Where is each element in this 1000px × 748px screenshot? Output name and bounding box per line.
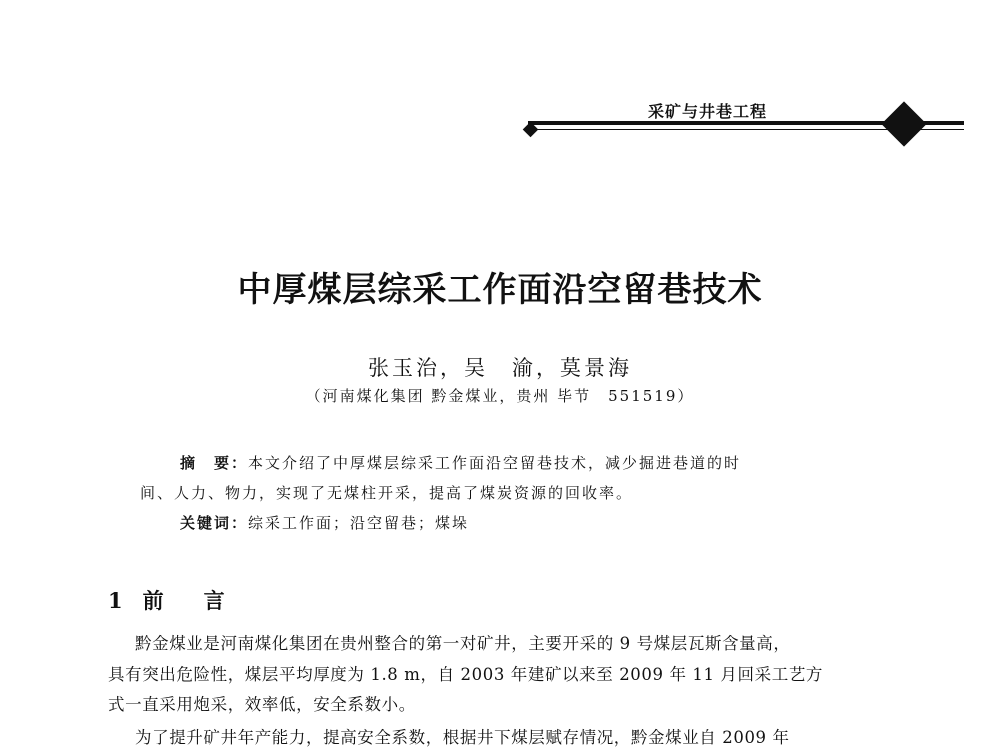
body-line-2: 具有突出危险性，煤层平均厚度为 1.8 m，自 2003 年建矿以来至 2009 年 11 月回采工艺方 xyxy=(108,665,824,684)
section-number: 1 xyxy=(108,588,125,613)
journal-section-header: 采矿与井巷工程 xyxy=(648,102,768,121)
abstract-text-1: 本文介绍了中厚煤层综采工作面沿空留巷技术，减少掘进巷道的时 xyxy=(248,454,742,472)
abstract-line-1 xyxy=(180,452,741,473)
body-line-3: 式一直采用炮采，效率低，安全系数小。 xyxy=(108,695,416,714)
affiliation: （河南煤化集团 黔金煤业，贵州 毕节 551519） xyxy=(305,387,695,405)
section-heading xyxy=(108,585,265,615)
body-line-1: 黔金煤业是河南煤化集团在贵州整合的第一对矿井，主要开采的 9 号煤层瓦斯含量高， xyxy=(135,634,791,653)
authors: 张玉治，吴 渝，莫景海 xyxy=(368,356,632,380)
header-diamond-large-icon xyxy=(881,101,926,146)
keywords-text: 综采工作面；沿空留巷；煤垛 xyxy=(248,514,470,532)
section-title: 前言 xyxy=(142,588,265,613)
body-line-4: 为了提升矿井年产能力，提高安全系数，根据井下煤层赋存情况，黔金煤业自 2009 年 xyxy=(135,728,790,747)
abstract-text-2: 间、人力、物力，实现了无煤柱开采，提高了煤炭资源的回收率。 xyxy=(140,484,634,502)
keywords-line xyxy=(180,512,469,533)
paper-title: 中厚煤层综采工作面沿空留巷技术 xyxy=(237,270,763,310)
abstract-label: 摘 要： xyxy=(180,454,249,472)
abstract-line-2 xyxy=(140,482,633,503)
keywords-label: 关键词： xyxy=(180,514,249,532)
